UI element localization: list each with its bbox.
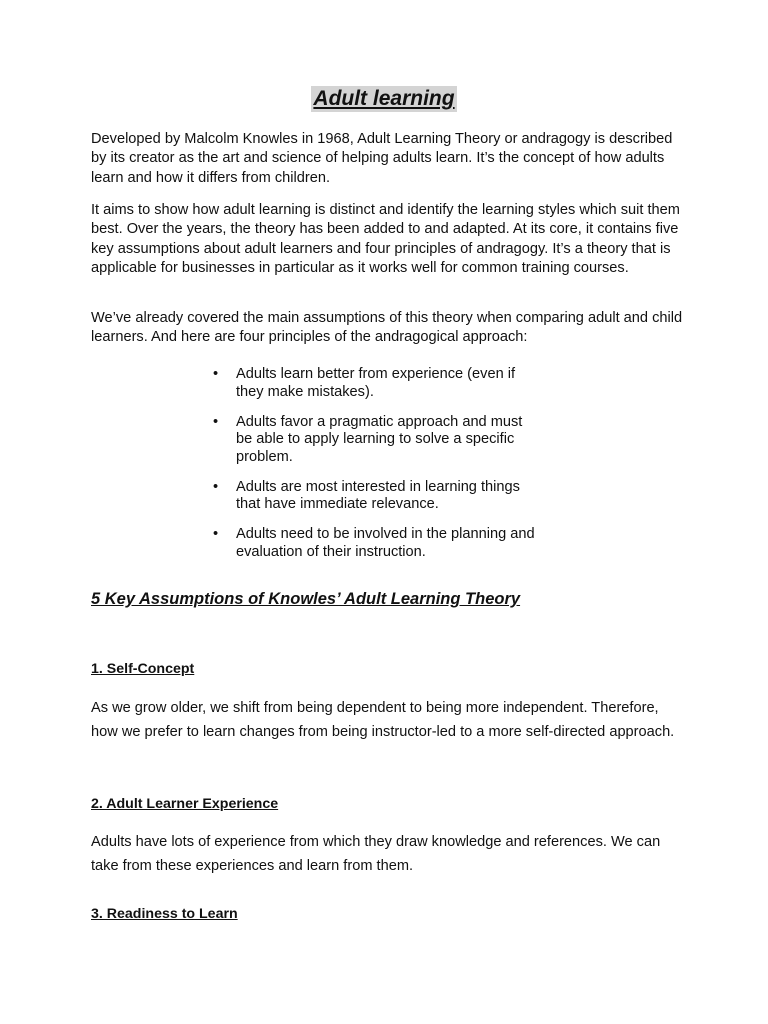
list-item bbox=[213, 478, 536, 514]
principle-text: Adults need to be involved in the planning and evaluation of their instruction. bbox=[236, 526, 535, 560]
bullet-icon: • bbox=[213, 526, 219, 542]
section-heading-learner-experience: 2. Adult Learner Experience bbox=[91, 796, 279, 812]
principle-text: Adults favor a pragmatic approach and must be able to apply learning to solve a specific problem. bbox=[236, 413, 523, 465]
principles-list bbox=[213, 366, 536, 574]
intro-paragraph-2: It aims to show how adult learning is distinct and identify the learning styles which suit them best. Over the years, the theory has been added to and adapted. At its core, it contains five key assumptions about adult learners and four principles of andragogy. It’s a theory that is applicable for businesses in particular as it works well for common training courses. bbox=[91, 202, 680, 276]
section-heading-self-concept: 1. Self-Concept bbox=[91, 661, 195, 677]
intro-paragraph-1: Developed by Malcolm Knowles in 1968, Adult Learning Theory or andragogy is described by its creator as the art and science of helping adults learn. It’s the concept of how adults learn and how it differs from children. bbox=[91, 131, 673, 186]
principle-text: Adults are most interested in learning things that have immediate relevance. bbox=[236, 478, 520, 512]
intro-paragraph-3: We’ve already covered the main assumptions of this theory when comparing adult and child learners. And here are four principles of the andragogical approach: bbox=[91, 310, 683, 346]
list-item bbox=[213, 413, 536, 467]
document-title: Adult learning bbox=[313, 87, 455, 110]
assumptions-heading: 5 Key Assumptions of Knowles’ Adult Learning Theory bbox=[91, 590, 521, 608]
list-item bbox=[213, 366, 536, 401]
bullet-icon: • bbox=[213, 478, 219, 495]
section-heading-readiness: 3. Readiness to Learn bbox=[91, 906, 238, 922]
title-wrap bbox=[0, 86, 768, 112]
bullet-icon: • bbox=[213, 366, 219, 382]
principle-text: Adults learn better from experience (even if they make mistakes). bbox=[236, 366, 516, 400]
section-body-self-concept: As we grow older, we shift from being dependent to being more independent. Therefore, how we prefer to learn changes from being instructor-led to a more self-directed approach. bbox=[91, 700, 675, 740]
section-body-learner-experience: Adults have lots of experience from which they draw knowledge and references. We can take from these experiences and learn from them. bbox=[91, 834, 661, 874]
list-item bbox=[213, 526, 536, 561]
bullet-icon: • bbox=[213, 413, 219, 430]
